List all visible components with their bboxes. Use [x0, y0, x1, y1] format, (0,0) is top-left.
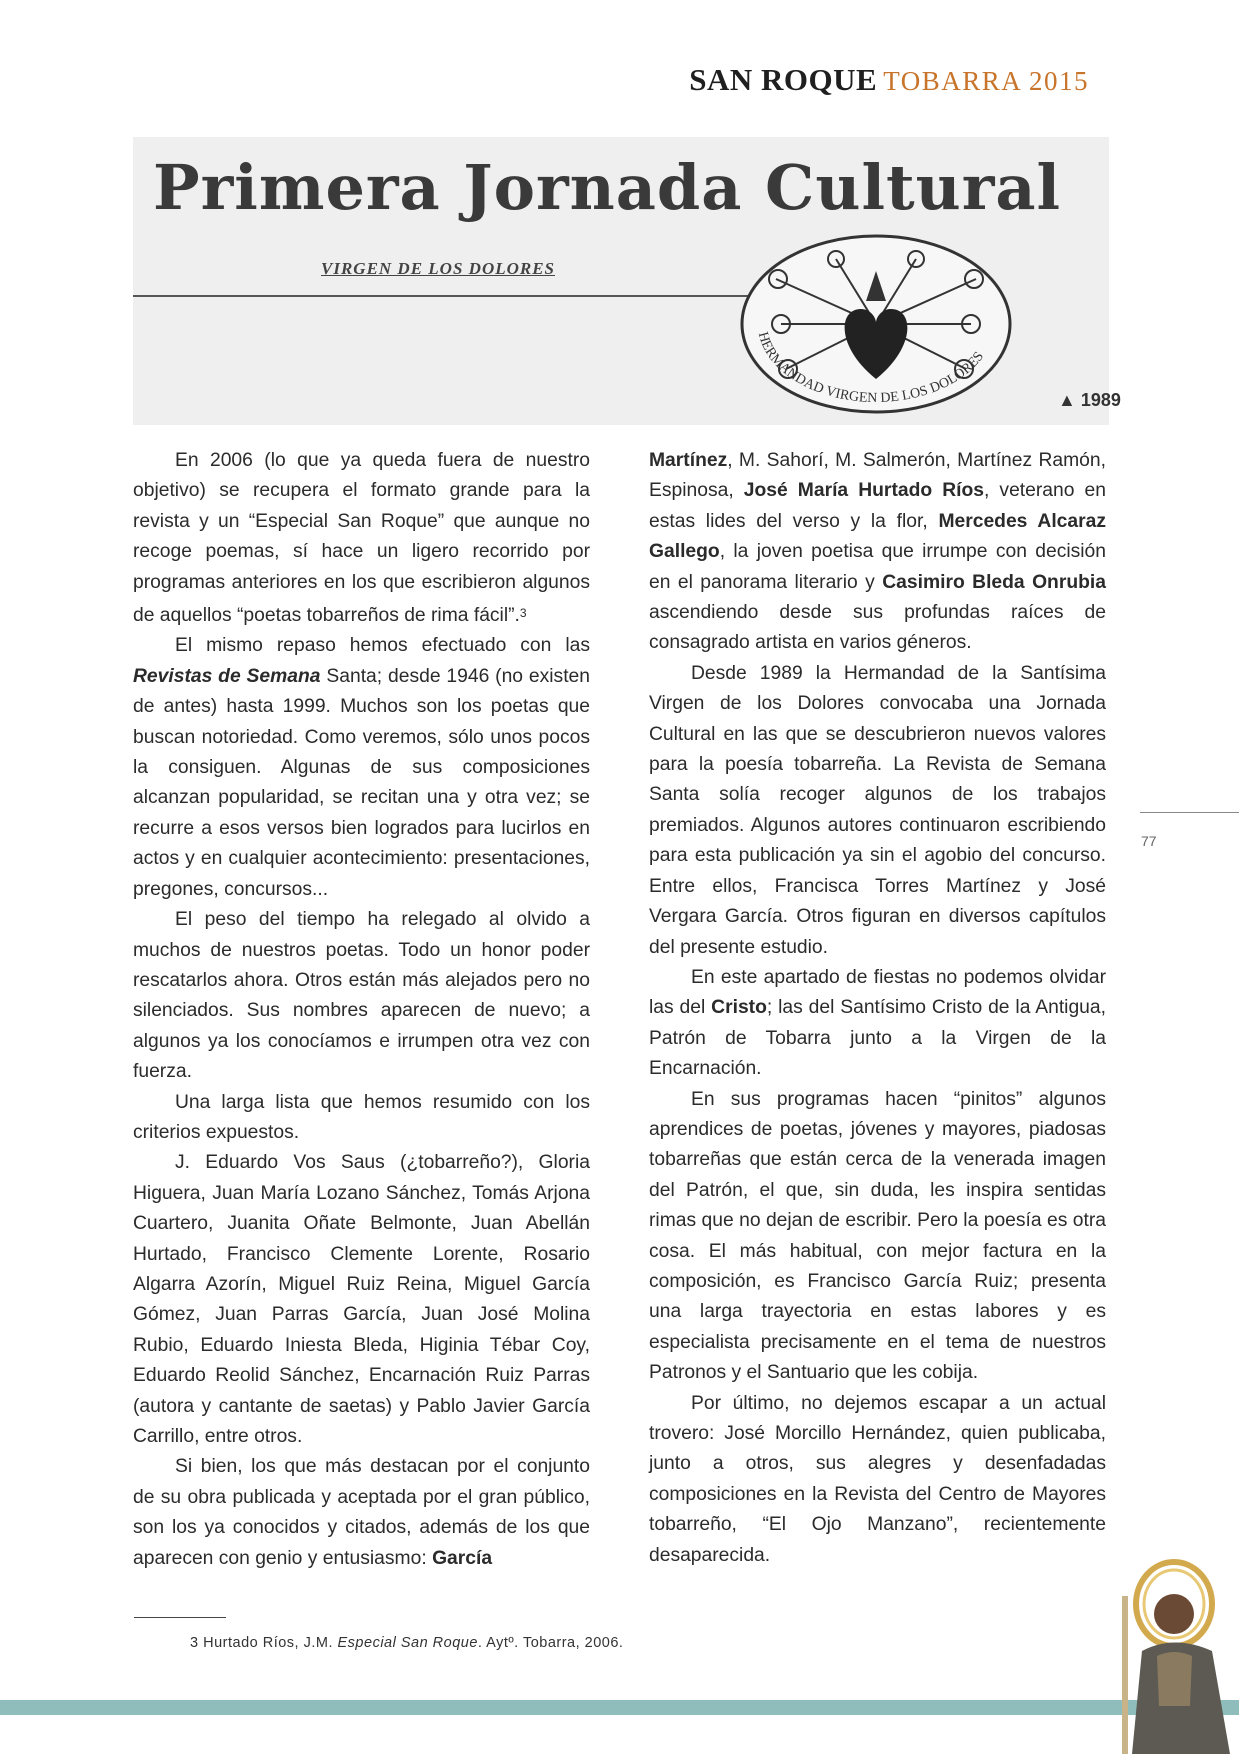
footnote-divider — [134, 1617, 226, 1618]
saint-statue-icon — [1112, 1556, 1239, 1754]
paragraph: El peso del tiempo ha relegado al olvido a muchos de nuestros poetas. Todo un honor poder rescatarlos ahora. Otros están más alejados pero no silenciados. Sus nombres aparecen de nuevo; a algunos ya los conocíamos e irrumpen otra vez con fuerza. — [133, 909, 590, 1083]
footnote: 3 Hurtado Ríos, J.M. Especial San Roque. Aytº. Tobarra, 2006. — [190, 1635, 624, 1651]
header-title: SAN ROQUE — [689, 62, 878, 97]
running-header — [689, 62, 1089, 98]
banner-divider — [133, 295, 753, 297]
paragraph: En sus programas hacen “pinitos” algunos aprendices de poetas, jóvenes y mayores, piadosas tobarreñas que están cerca de la venerada imagen del Patrón, el que, sin duda, les inspira sentidas rimas que no dejan de escribir. Pero la poesía es otra cosa. El más habitual, con mejor factura en la composición, es Francisco García Ruiz; presenta una larga trayectoria en estas labores y es especialista precisamente en el tema de nuestros Patronos y el Santuario que les cobija. — [649, 1088, 1106, 1384]
paragraph: El mismo repaso hemos efectuado con las Revistas de Semana Santa; desde 1946 (no existen de antes) hasta 1999. Muchos son los poetas que buscan notoriedad. Como veremos, sólo unos pocos la consiguen. Algunas de sus composiciones alcanzan popularidad, se recitan una y otra vez; se recurre a esos versos bien logrados para lucirlos en actos y en cualquier acontecimiento: presentaciones, pregones, concursos... — [133, 635, 590, 900]
bottom-bar — [0, 1700, 1239, 1715]
paragraph: J. Eduardo Vos Saus (¿tobarreño?), Gloria Higuera, Juan María Lozano Sánchez, Tomás Arjona Cuartero, Juanita Oñate Belmonte, Juan Abellán Hurtado, Francisco Clemente Lorente, Rosario Algarra Azorín, Miguel Ruiz Reina, Miguel García Gómez, Juan Parras García, Juan José Molina Rubio, Eduardo Iniesta Bleda, Higinia Tébar Coy, Eduardo Reolid Sánchez, Encarnación Ruiz Parras (autora y cantante de saetas) y Pablo Javier García Carrillo, entre otros. — [133, 1152, 590, 1447]
paragraph: Una larga lista que hemos resumido con los criterios expuestos. — [133, 1091, 590, 1143]
margin-rule — [1140, 812, 1239, 813]
banner-subtitle: VIRGEN DE LOS DOLORES — [321, 259, 556, 278]
emphasis: García — [432, 1547, 493, 1569]
paragraph: Por último, no dejemos escapar a un actual trovero: José Morcillo Hernández, quien publicaba, junto a otros, sus alegres y desenfadadas composiciones en la Revista del Centro de Mayores tobarreño, “El Ojo Manzano”, recientemente desaparecida. — [649, 1392, 1106, 1566]
paragraph: Desde 1989 la Hermandad de la Santísima Virgen de los Dolores convocaba una Jornada Cultural en las que se descubrieron nuevos valores para la poesía tobarreña. La Revista de Semana Santa solía recoger algunos de los trabajos premiados. Algunos autores continuaron escribiendo para esta publicación ya sin el agobio del concurso. Entre ellos, Francisca Torres Martínez y José Vergara García. Otros figuran en diversos capítulos del presente estudio. — [649, 662, 1106, 958]
paragraph: En este apartado de fiestas no podemos olvidar las del Cristo; las del Santísimo Cristo de la Antigua, Patrón de Tobarra junto a la Virgen de la Encarnación. — [649, 966, 1106, 1080]
emblem-text: HERMANDAD VIRGEN DE LOS DOLORES — [754, 330, 988, 407]
paragraph: Martínez, M. Sahorí, M. Salmerón, Martínez Ramón, Espinosa, José María Hurtado Ríos, veterano en estas lides del verso y la flor, Mercedes Alcaraz Gallego, la joven poetisa que irrumpe con decisión en el panorama literario y Casimiro Bleda Onrubia ascendiendo desde sus profundas raíces de consagrado artista en varios géneros. — [649, 450, 1107, 654]
left-column — [133, 446, 590, 1574]
banner-image — [133, 137, 1121, 425]
paragraph: Si bien, los que más destacan por el conjunto de su obra publicada y aceptada por el gran público, son los ya conocidos y citados, además de los que aparecen con genio y entusiasmo: García — [133, 1456, 590, 1569]
emphasis: Revistas de Semana — [133, 665, 321, 687]
sacred-heart-emblem-icon — [736, 229, 1016, 419]
banner-year: ▲ 1989 — [1058, 390, 1121, 410]
footnote-ref: 3 — [519, 606, 527, 621]
paragraph: En 2006 (lo que ya queda fuera de nuestro objetivo) se recupera el formato grande para la revista y un “Especial San Roque” que aunque no recoge poemas, sí hace un ligero recorrido por programas anteriores en los que escribieron algunos de aquellos “poetas tobarreños de rima fácil”.$^3$ — [133, 450, 590, 627]
header-subtitle: TOBARRA 2015 — [883, 66, 1089, 96]
page-number: 77 — [1141, 833, 1157, 849]
banner-title: Primera Jornada Cultural — [153, 151, 1062, 224]
right-column — [649, 446, 1106, 1571]
